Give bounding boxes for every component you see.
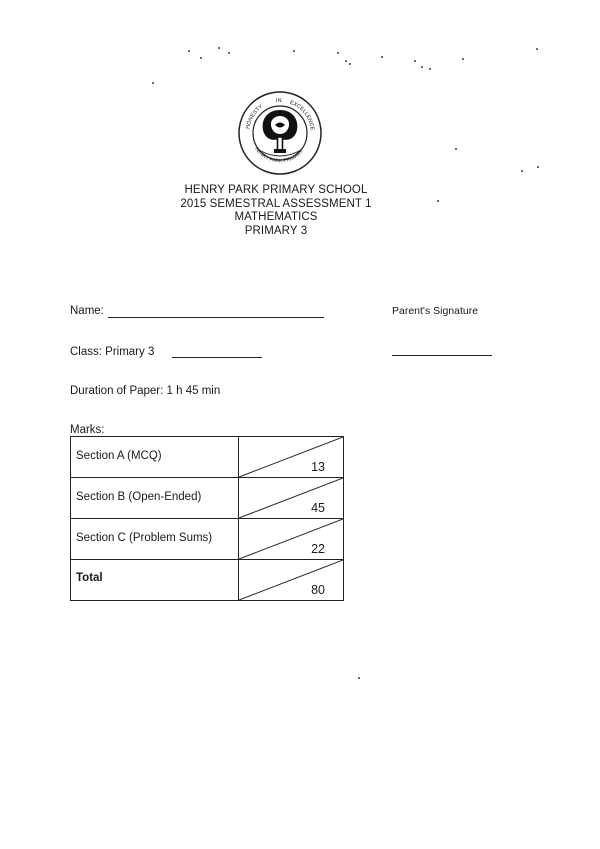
parent-signature-line[interactable]	[392, 355, 492, 356]
school-name: HENRY PARK PRIMARY SCHOOL	[184, 184, 368, 196]
name-field-line[interactable]	[108, 317, 324, 318]
section-c-marks-cell	[239, 519, 344, 560]
svg-text:HENRY PARK PRIMARY: HENRY PARK PRIMARY	[253, 146, 305, 165]
svg-text:HONESTY: HONESTY	[245, 103, 265, 130]
section-b-marks: 45	[311, 501, 325, 515]
total-marks-cell	[239, 560, 344, 601]
marks-label: Marks:	[70, 424, 105, 436]
total-marks: 80	[311, 583, 325, 597]
section-a-marks-cell	[239, 437, 344, 478]
class-field-line[interactable]	[172, 357, 262, 358]
subject-title: MATHEMATICS	[234, 211, 318, 223]
table-row	[71, 519, 344, 560]
marks-table	[70, 436, 344, 601]
level-title: PRIMARY 3	[244, 224, 308, 237]
school-crest-logo	[237, 90, 323, 176]
svg-text:EXCELLENCE: EXCELLENCE	[288, 99, 315, 131]
parent-signature-label: Parent's Signature	[392, 305, 479, 317]
class-label: Class: Primary 3	[70, 346, 155, 358]
exam-title-block	[0, 184, 552, 238]
total-label: Total	[71, 560, 239, 601]
assessment-title: 2015 SEMESTRAL ASSESSMENT 1	[180, 197, 372, 210]
table-row	[71, 478, 344, 519]
section-c-label: Section C (Problem Sums)	[71, 519, 239, 560]
section-a-marks: 13	[311, 460, 325, 474]
duration-label: Duration of Paper: 1 h 45 min	[70, 385, 221, 397]
table-row	[71, 437, 344, 478]
name-label: Name:	[70, 305, 104, 317]
section-b-label: Section B (Open-Ended)	[71, 478, 239, 519]
table-row	[71, 560, 344, 601]
section-c-marks: 22	[311, 542, 325, 556]
section-b-marks-cell	[239, 478, 344, 519]
section-a-label: Section A (MCQ)	[71, 437, 239, 478]
svg-text:IN: IN	[275, 97, 282, 105]
